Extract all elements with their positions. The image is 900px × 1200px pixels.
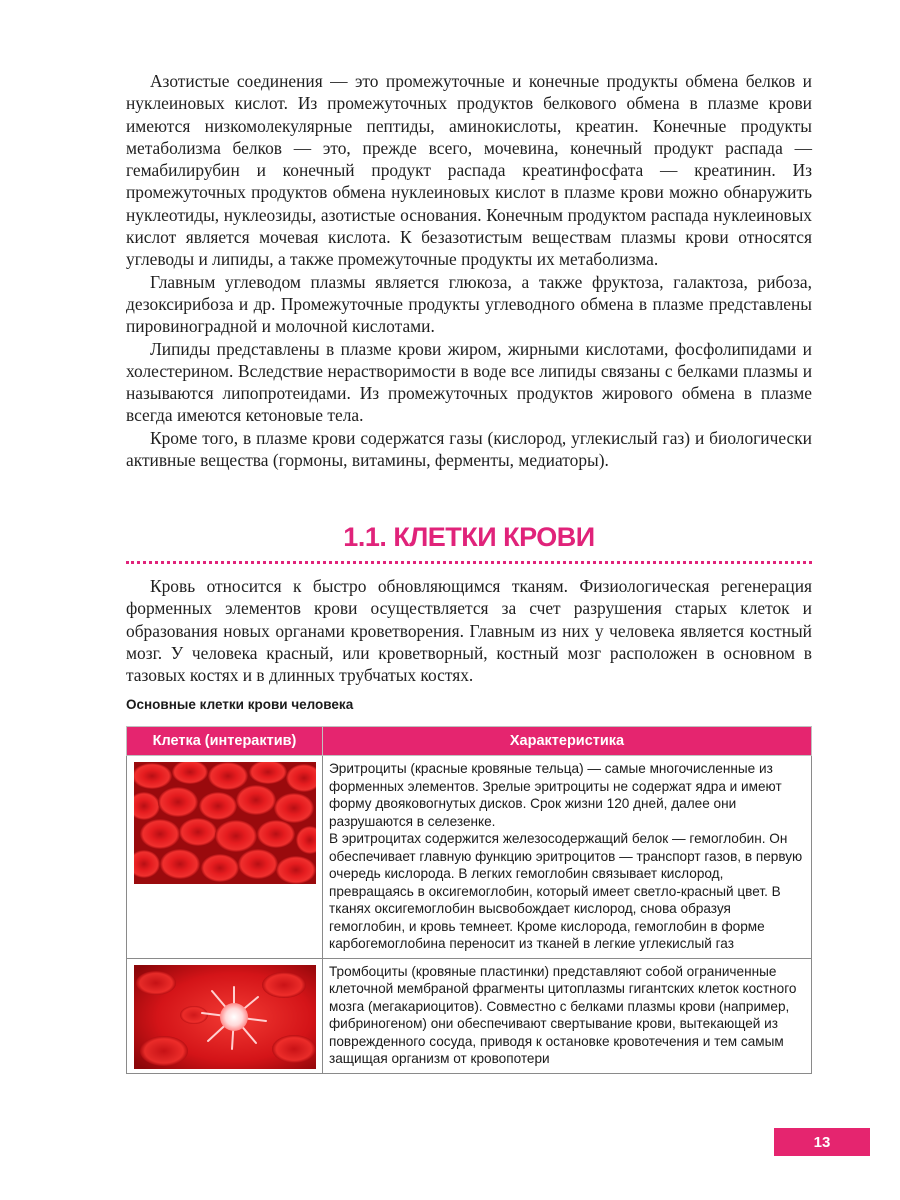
platelets-image-cell[interactable]: [127, 958, 323, 1073]
paragraph-nitrogen: Азотистые соединения — это промежуточные и конечные продукты обмена белков и нуклеиновых кислот. Из промежуточных продуктов белкового обмена в плазме крови имеются низкомолекулярные пептиды, аминокислоты, креатин. Конечные продукты метаболизма белков — это, прежде всего, мочевина, конечный продукт распада — гемабилирубин и конечный продукт распада креатинфосфата — креатинин. Из промежуточных продуктов обмена нуклеиновых кислот в плазме крови можно обнаружить нуклеотиды, нуклеозиды, азотистые основания. Конечным продуктом распада нуклеиновых кислот является мочевая кислота. К безазотистым веществам плазмы крови относятся углеводы и липиды, а также промежуточные продукты их метаболизма.: [126, 71, 812, 270]
erythrocytes-image-cell[interactable]: [127, 756, 323, 959]
table-header-row: [127, 727, 812, 756]
body-text: [126, 70, 812, 471]
platelet-image[interactable]: [134, 965, 316, 1069]
header-characteristic: Характеристика: [323, 727, 812, 756]
table-row-erythrocytes: [127, 756, 812, 959]
paragraph-intro: Кровь относится к быстро обновляющимся тканям. Физиологическая регенерация форменных элементов крови осуществляется за счет разрушения старых клеток и образования новых органами кроветворения. Главным из них у человека является костный мозг. У человека красный, или кроветворный, костный мозг расположен в основном в тазовых костях и в длинных трубчатых костях.: [126, 576, 812, 686]
section-intro: [126, 575, 812, 686]
platelets-text: Тромбоциты (кровяные пластинки) представляют собой ограниченные клеточной мембраной фрагменты цитоплазмы гигантских клеток костного мозга (мегакариоцитов). Совместно с белками плазмы крови (например, фибриногеном) они обеспечивают свертывание крови, вытекающей из поврежденного сосуда, приводя к остановке кровотечения и тем самым защищая организм от кровопотери: [329, 963, 797, 1066]
paragraph-gases: Кроме того, в плазме крови содержатся газы (кислород, углекислый газ) и биологически активные вещества (гормоны, витамины, ферменты, медиаторы).: [126, 427, 812, 471]
platelets-description: [323, 958, 812, 1073]
header-cell-type: Клетка (интерактив): [127, 727, 323, 756]
paragraph-lipids: Липиды представлены в плазме крови жиром, жирными кислотами, фосфолипидами и холестерином. Вследствие нерастворимости в воде все липиды связаны с белками плазмы и называются липопротеидами. Из промежуточных продуктов жирового обмена в плазме всегда имеются кетоновые тела.: [126, 338, 812, 426]
section-divider: [126, 561, 812, 564]
table-caption: Основные клетки крови человека: [126, 697, 354, 712]
erythrocytes-description: [323, 756, 812, 959]
blood-cells-table: [126, 726, 812, 1074]
erythrocytes-text-2: В эритроцитах содержится железосодержащий белок — гемоглобин. Он обеспечивает главную функцию эритроцитов — транспорт газов, в первую очередь кислорода. В легких гемоглобин связывает кислород, превращаясь в оксигемоглобин, который имеет светло-красный цвет. В тканях оксигемоглобин высвобождает кислород, снова образуя гемоглобин, и кровь темнеет. Кроме кислорода, гемоглобин в форме карбогемоглобина переносит из тканей в легкие углекислый газ: [329, 831, 803, 951]
section-title: 1.1. КЛЕТКИ КРОВИ: [343, 522, 595, 552]
table-row-platelets: [127, 958, 812, 1073]
paragraph-carbohydrates: Главным углеводом плазмы является глюкоза, а также фруктоза, галактоза, рибоза, дезоксирибоза и др. Промежуточные продукты углеводного обмена в плазме представлены пировиноградной и молочной кислотами.: [126, 271, 812, 337]
page-number: 13: [774, 1128, 870, 1156]
erythrocytes-text-1: Эритроциты (красные кровяные тельца) — самые многочисленные из форменных элементов. Зрелые эритроциты не содержат ядра и имеют форму двояковогнутых дисков. Срок жизни 120 дней, далее они разрушаются в селезенке.: [329, 761, 782, 829]
erythrocytes-image[interactable]: [134, 762, 316, 884]
